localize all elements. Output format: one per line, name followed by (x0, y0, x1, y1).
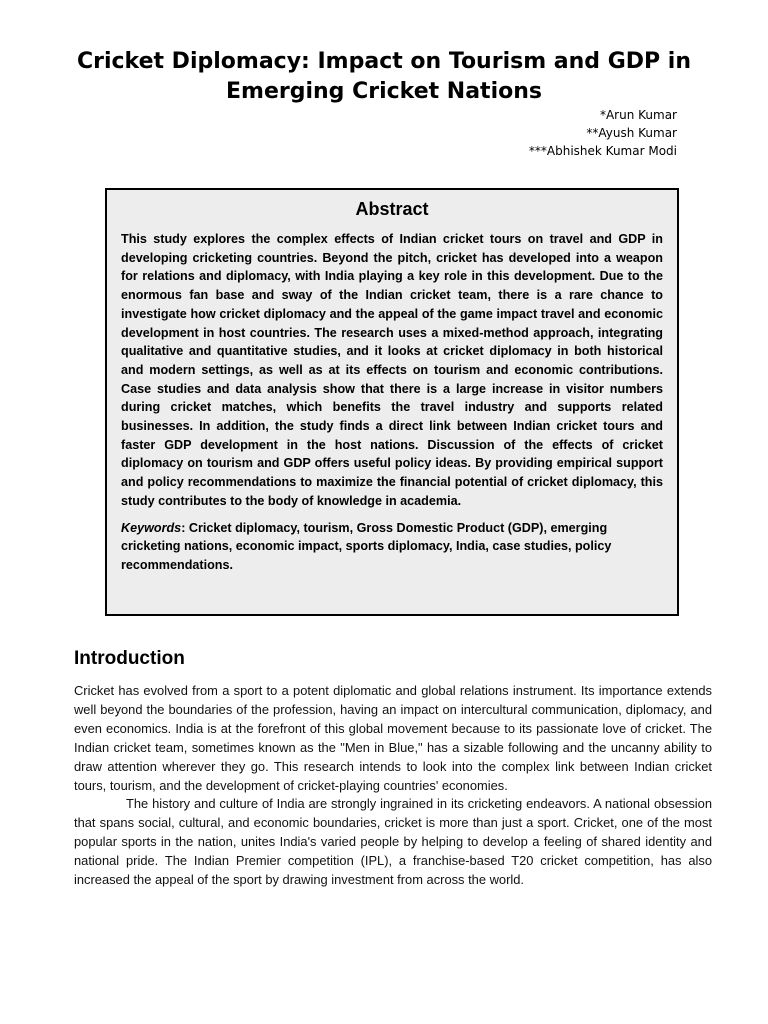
introduction-heading: Introduction (74, 648, 185, 669)
abstract-text: This study explores the complex effects of Indian cricket tours on travel and GDP in developing cricketing countries. Beyond the pitch, cricket has developed into a weapon for relations and diplomacy, with India playing a key role in this development. Due to the enormous fan base and sway of the Indian cricket team, there is a rare chance to investigate how cricket diplomacy and the appeal of the game impact travel and economic development in host countries. The research uses a mixed-method approach, integrating qualitative and quantitative studies, and it looks at cricket diplomacy in both historical and modern settings, as well as at its effects on tourism and economic contributions. Case studies and data analysis show that there is a large increase in visitor numbers during cricket matches, which benefits the travel industry and supports related businesses. In addition, the study finds a direct link between Indian cricket tours and faster GDP development in the host nations. Discussion of the effects of cricket diplomacy on tourism and GDP offers useful policy ideas. By providing empirical support and policy recommendations to maximize the financial potential of cricket diplomacy, this study contributes to the body of knowledge in academia. (121, 232, 663, 508)
abstract-box (105, 188, 679, 616)
author-list (529, 106, 677, 160)
introduction-body (74, 682, 712, 890)
author-name: **Ayush Kumar (586, 126, 677, 140)
abstract-heading: Abstract (355, 199, 429, 219)
keywords (121, 519, 663, 575)
introduction-paragraph: Cricket has evolved from a sport to a potent diplomatic and global relations instrument. Its importance extends well beyond the boundaries of the profession, having an impact on intercultural communication, diplomacy, and even economics. India is at the forefront of this global movement because to its passionate love of cricket. The Indian cricket team, sometimes known as the "Men in Blue," has a sizable following and the uncanny ability to draw attention wherever they go. This research intends to look into the complex link between Indian cricket tours, tourism, and the development of cricket-playing countries' economies. (74, 683, 712, 793)
author-name: *Arun Kumar (599, 108, 677, 122)
introduction-paragraph: The history and culture of India are strongly ingrained in its cricketing endeavors. A national obsession that spans social, cultural, and economic boundaries, cricket is more than just a sport. Cricket, one of the most popular sports in the nation, unites India's varied people by helping to develop a feeling of shared identity and national pride. The Indian Premier competition (IPL), a franchise-based T20 cricket competition, has also increased the appeal of the sport by drawing investment from across the world. (74, 796, 712, 888)
keywords-separator: : (181, 520, 186, 535)
paper-title: Cricket Diplomacy: Impact on Tourism and GDP in Emerging Cricket Nations (76, 49, 692, 104)
keywords-text: Cricket diplomacy, tourism, Gross Domestic Product (GDP), emerging cricketing nations, economic impact, sports diplomacy, India, case studies, policy recommendations. (121, 520, 612, 572)
author-name: ***Abhishek Kumar Modi (528, 144, 677, 158)
keywords-label: Keywords (121, 520, 182, 535)
